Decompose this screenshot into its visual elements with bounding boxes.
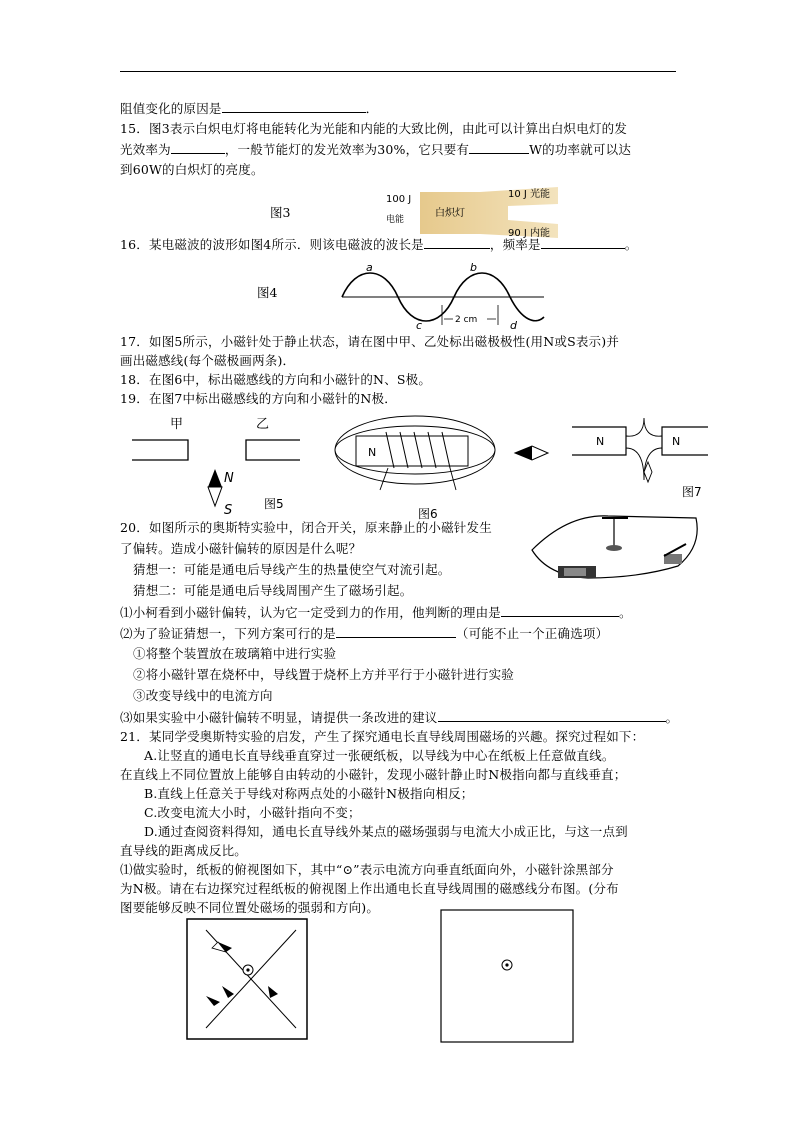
svg-text:N: N [596, 435, 605, 448]
answer-blank[interactable] [222, 100, 366, 113]
q20-option3: ③改变导线中的电流方向 [133, 688, 273, 703]
q20-part3: ⑶如果实验中小磁针偏转不明显，请提供一条改进的建议 。 [120, 710, 679, 725]
reason-blank[interactable] [501, 604, 619, 617]
q21-line8: ⑴做实验时，纸板的俯视图如下，其中“⊙”表示电流方向垂直纸面向外，小磁针涂黑部分 [120, 862, 614, 877]
q14-tail: 阻值变化的原因是 ． [120, 101, 379, 116]
q20-line1: 20．如图所示的奥斯特实验中，闭合开关，原来静止的小磁针发生 [120, 520, 492, 535]
q16-line: 16．某电磁波的波形如图4所示．则该电磁波的波长是 ，频率是 。 [120, 237, 638, 252]
svg-text:甲: 甲 [170, 417, 184, 432]
q20-guess1: 猜想一：可能是通电后导线产生的热量使空气对流引起。 [133, 562, 451, 577]
q21-line10: 图要能够反映不同位置处磁场的强弱和方向)。 [120, 900, 380, 915]
svg-text:d: d [510, 319, 517, 331]
q15-line1: 15．图3表示白炽电灯将电能转化为光能和内能的大致比例，由此可以计算出白炽电灯的发 [120, 121, 628, 136]
fig3-light: 10 J 光能 [508, 189, 551, 200]
q21-line1: 21．某同学受奥斯特实验的启发，产生了探究通电长直导线周围磁场的兴趣。探究过程如下： [120, 729, 645, 744]
fig5-caption: 图5 [264, 497, 284, 511]
q21-line3: 在直线上不同位置放上能够自由转动的小磁针，发现小磁针静止时N极指向都与直线垂直； [120, 767, 627, 782]
svg-text:N: N [672, 435, 681, 448]
q15-line2: 光效率为 ，一般节能灯的发光效率为30%，它只要有 W的功率就可以达 [120, 142, 632, 157]
fig4-caption: 图4 [257, 285, 278, 300]
fig3-lamp: 白炽灯 [435, 208, 465, 219]
q21-line7: 直导线的距离成反比。 [120, 843, 248, 858]
suggestion-blank[interactable] [438, 709, 666, 722]
frequency-blank[interactable] [541, 236, 625, 249]
fig3-input-label: 电能 [386, 215, 405, 225]
svg-text:S: S [224, 503, 233, 518]
q18-line: 18．在图6中，标出磁感线的方向和小磁针的N、S极。 [120, 372, 432, 387]
board-top-view-answer[interactable] [440, 909, 574, 1043]
q20-option2: ②将小磁针罩在烧杯中，导线置于烧杯上方并平行于小磁针进行实验 [133, 667, 515, 682]
efficiency-blank[interactable] [171, 141, 225, 154]
q21-line9: 为N极。请在右边探究过程纸板的俯视图上作出通电长直导线周围的磁感线分布图。(分布 [120, 881, 619, 896]
fig7-caption: 图7 [682, 485, 702, 499]
svg-text:a: a [366, 261, 373, 274]
board-top-view-example [186, 918, 308, 1040]
fig3-caption: 图3 [270, 205, 291, 220]
q21-line5: C.改变电流大小时，小磁针指向不变； [144, 805, 361, 820]
fig3-input: 100 J [386, 194, 412, 205]
q21-line4: B.直线上任意关于导线对称两点处的小磁针N极指向相反； [144, 786, 474, 801]
q20-guess2: 猜想二：可能是通电后导线周围产生了磁场引起。 [133, 583, 413, 598]
svg-text:乙: 乙 [256, 417, 270, 432]
q20-part2: ⑵为了验证猜想一，下列方案可行的是 （可能不止一个正确选项） [120, 626, 609, 641]
oersted-apparatus [528, 506, 704, 586]
q21-line6: D.通过查阅资料得知，通电长直导线外某点的磁场强弱与电流大小成正比，与这一点到 [144, 824, 628, 839]
q20-line2: 了偏转。造成小磁针偏转的原因是什么呢？ [120, 541, 362, 556]
fig3-heat: 90 J 内能 [508, 228, 551, 239]
option-blank[interactable] [336, 625, 456, 638]
power-blank[interactable] [469, 141, 529, 154]
svg-text:N: N [224, 471, 234, 486]
header-rule [120, 71, 676, 72]
q17-line2: 画出磁感线(每个磁极画两条)． [120, 353, 296, 368]
q21-line2: A.让竖直的通电长直导线垂直穿过一张硬纸板，以导线为中心在纸板上任意做直线。 [144, 748, 615, 763]
q20-part1: ⑴小柯看到小磁针偏转，认为它一定受到力的作用，他判断的理由是 。 [120, 605, 632, 620]
fig4-distance: 2 cm [455, 315, 478, 325]
svg-text:N: N [368, 446, 377, 459]
q15-line3: 到60W的白炽灯的亮度。 [120, 162, 264, 177]
wavelength-blank[interactable] [424, 236, 490, 249]
fig4-wave [336, 259, 546, 331]
fig6-caption: 图6 [418, 507, 438, 521]
svg-text:b: b [470, 261, 477, 274]
svg-text:c: c [416, 319, 423, 331]
fig3-energy-diagram [380, 184, 560, 240]
q19-line: 19．在图7中标出磁感线的方向和小磁针的N极． [120, 391, 397, 406]
q17-line1: 17．如图5所示，小磁针处于静止状态，请在图中甲、乙处标出磁极极性(用N或S表示)并 [120, 334, 620, 349]
q20-option1: ①将整个装置放在玻璃箱中进行实验 [133, 646, 337, 661]
